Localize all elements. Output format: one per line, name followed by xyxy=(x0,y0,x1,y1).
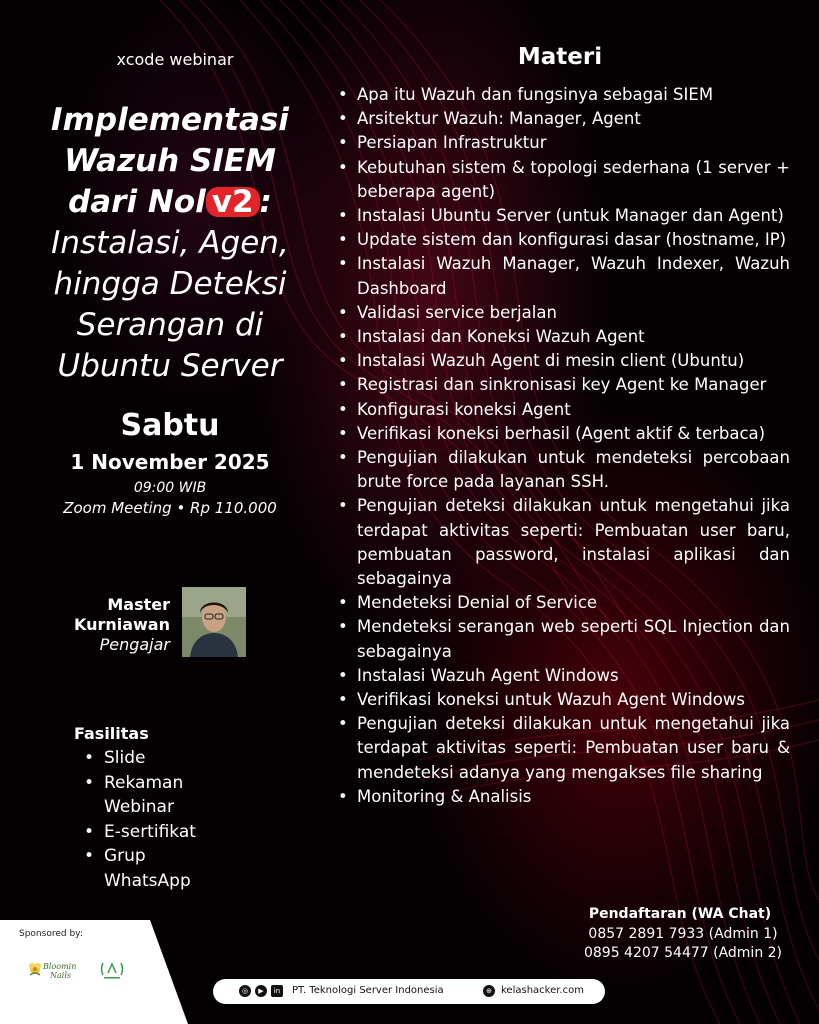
materi-item: • Monitoring & Analisis xyxy=(337,785,790,809)
bloomin-nails-logo xyxy=(26,957,78,983)
speaker-avatar xyxy=(182,587,246,657)
materi-item: • Apa itu Wazuh dan fungsinya sebagai SIEM xyxy=(337,83,790,107)
materi-item: • Kebutuhan sistem & topologi sederhana (1 server + beberapa agent) xyxy=(337,156,790,204)
svg-text:Bloomin: Bloomin xyxy=(43,962,77,971)
facility-item: • Grup WhatsApp xyxy=(84,844,234,893)
title-line-6: Serangan di xyxy=(76,307,264,343)
materi-item: • Registrasi dan sinkronisasi key Agent ke Manager xyxy=(337,373,790,397)
sponsor-label: Sponsored by: xyxy=(19,929,83,939)
materi-title: Materi xyxy=(517,44,603,70)
version-badge: v2 xyxy=(206,187,260,217)
webinar-title xyxy=(25,100,315,387)
title-line-4: Instalasi, Agen, xyxy=(51,225,289,261)
facilities-list xyxy=(84,746,234,893)
globe-icon: ⊕ xyxy=(483,985,495,997)
title-line-2: Wazuh SIEM xyxy=(64,143,276,179)
speaker-name-line-1: Master xyxy=(107,595,170,614)
linkedin-icon[interactable]: in xyxy=(271,985,283,997)
title-line-3 xyxy=(25,182,315,223)
materi-item: • Arsitektur Wazuh: Manager, Agent xyxy=(337,107,790,131)
materi-item: • Update sistem dan konfigurasi dasar (hostname, IP) xyxy=(337,228,790,252)
facility-item: • Slide xyxy=(84,746,234,771)
materi-item: • Verifikasi koneksi berhasil (Agent aktif & terbaca) xyxy=(337,422,790,446)
materi-item: • Persiapan Infrastruktur xyxy=(337,131,790,155)
event-day: Sabtu xyxy=(120,408,220,443)
materi-item: • Instalasi Wazuh Agent Windows xyxy=(337,664,790,688)
svg-text:Nails: Nails xyxy=(50,971,71,980)
materi-item: • Instalasi dan Koneksi Wazuh Agent xyxy=(337,325,790,349)
materi-item: • Pengujian deteksi dilakukan untuk mengetahui jika terdapat aktivitas seperti: Pembuatan user baru, pembuatan password, instalasi aplikasi dan sebagainya xyxy=(337,494,790,591)
title-line-3-prefix: dari Nol xyxy=(68,184,206,220)
company-name: PT. Teknologi Server Indonesia xyxy=(292,985,444,996)
speaker-info xyxy=(60,595,170,655)
brand-label: xcode webinar xyxy=(116,50,234,69)
materi-item: • Mendeteksi Denial of Service xyxy=(337,591,790,615)
event-date: 1 November 2025 xyxy=(70,450,270,474)
facility-item: • Rekaman Webinar xyxy=(84,771,234,820)
materi-item: • Pengujian dilakukan untuk mendeteksi percobaan brute force pada layanan SSH. xyxy=(337,446,790,494)
registration-admin-1[interactable]: 0857 2891 7933 (Admin 1) xyxy=(588,926,778,942)
instagram-icon[interactable]: ◎ xyxy=(239,985,251,997)
materi-item: • Instalasi Ubuntu Server (untuk Manager dan Agent) xyxy=(337,204,790,228)
materi-item: • Validasi service berjalan xyxy=(337,301,790,325)
partner-logo xyxy=(98,957,126,981)
materi-item: • Pengujian deteksi dilakukan untuk mengetahui jika terdapat aktivitas seperti: Pembuatan user baru & mendeteksi adanya yang mengakses file sharing xyxy=(337,712,790,785)
website-link[interactable]: kelashacker.com xyxy=(501,985,584,996)
registration-title: Pendaftaran (WA Chat) xyxy=(588,906,772,922)
materi-item: • Verifikasi koneksi untuk Wazuh Agent Windows xyxy=(337,688,790,712)
event-time: 09:00 WIB xyxy=(133,480,207,496)
materi-list xyxy=(337,83,790,809)
registration-admin-2[interactable]: 0895 4207 54477 (Admin 2) xyxy=(583,945,783,961)
title-line-5: hingga Deteksi xyxy=(53,266,287,302)
title-line-7: Ubuntu Server xyxy=(57,348,283,384)
materi-item: • Konfigurasi koneksi Agent xyxy=(337,398,790,422)
materi-item: • Mendeteksi serangan web seperti SQL Injection dan sebagainya xyxy=(337,615,790,663)
youtube-icon[interactable]: ▶ xyxy=(255,985,267,997)
speaker-name-line-2: Kurniawan xyxy=(73,615,170,634)
materi-item: • Instalasi Wazuh Agent di mesin client (Ubuntu) xyxy=(337,349,790,373)
footer-bar xyxy=(213,979,605,1004)
event-platform-price: Zoom Meeting • Rp 110.000 xyxy=(63,499,277,517)
title-line-3-suffix: : xyxy=(259,184,272,220)
facility-item: • E-sertifikat xyxy=(84,820,234,845)
materi-item: • Instalasi Wazuh Manager, Wazuh Indexer, Wazuh Dashboard xyxy=(337,252,790,300)
speaker-role: Pengajar xyxy=(99,635,170,654)
title-line-1: Implementasi xyxy=(51,102,289,138)
facilities-title: Fasilitas xyxy=(74,724,149,743)
